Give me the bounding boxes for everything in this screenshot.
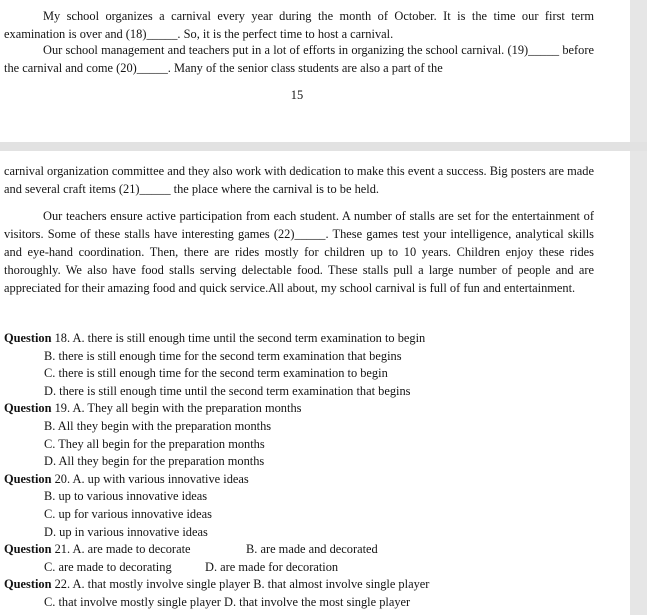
option-c: C. there is still enough time for the second term examination to begin	[44, 366, 388, 381]
page-margin-strip	[630, 151, 647, 615]
question-number: 18.	[51, 331, 73, 345]
page-separator	[0, 142, 647, 151]
option-c: C. are made to decorating	[44, 559, 172, 574]
option-d: D. there is still enough time until the second term examination that begins	[44, 383, 411, 398]
paragraph-intro: My school organizes a carnival every year during the month of October. It is the time our first term examination is over and (18)_____. So, it is the perfect time to host a carnival.	[4, 9, 594, 41]
option-d: D. All they begin for the preparation months	[44, 454, 265, 469]
option-a: A. are made to decorate	[72, 542, 191, 557]
question-22	[4, 576, 429, 594]
question-label: Question	[4, 542, 52, 557]
option-a: A. that mostly involve single player	[72, 577, 251, 592]
question-21	[4, 541, 378, 559]
option-d: D. up in various innovative ideas	[44, 524, 208, 539]
option-c: C. They all begin for the preparation months	[44, 436, 265, 451]
document-page-top	[0, 0, 630, 142]
option-b: B. All they begin with the preparation months	[44, 419, 272, 433]
question-label: Question	[4, 401, 52, 416]
question-20	[4, 471, 249, 489]
option-b: B. up to various innovative ideas	[44, 489, 208, 504]
option-c: C. that involve mostly single player	[44, 595, 221, 609]
question-18	[4, 330, 425, 348]
option-b: B. that almost involve single player	[253, 577, 430, 592]
question-number: 21.	[51, 542, 73, 557]
option-b: B. are made and decorated	[246, 542, 378, 557]
option-d: D. are made for decoration	[205, 559, 339, 574]
question-label: Question	[4, 577, 52, 592]
page-number: 15	[290, 88, 304, 102]
paragraph-committee: carnival organization committee and they also work with dedication to make this event a success. Big posters are made and several craft items (21)_____ the place where the carnival is to be held.	[4, 164, 594, 196]
option-a: A. They all begin with the preparation months	[72, 401, 302, 416]
question-19	[4, 400, 301, 418]
option-a: A. there is still enough time until the second term examination to begin	[72, 331, 426, 345]
option-c: C. up for various innovative ideas	[44, 507, 212, 521]
document-page-bottom	[0, 151, 630, 615]
question-22-row-2	[44, 594, 410, 612]
option-d: D. that involve the most single player	[224, 595, 411, 609]
question-21-row-2	[44, 559, 339, 577]
question-number: 19.	[51, 401, 73, 416]
page-margin-strip	[630, 0, 647, 142]
option-a: A. up with various innovative ideas	[72, 471, 249, 486]
question-label: Question	[4, 471, 52, 486]
option-b: B. there is still enough time for the second term examination that begins	[44, 348, 402, 363]
question-number: 20.	[51, 471, 73, 486]
question-label: Question	[4, 331, 52, 345]
question-number: 22.	[51, 577, 73, 592]
paragraph-stalls: Our teachers ensure active participation from each student. A number of stalls are set for the entertainment of visitors. Some of these stalls have interesting games (22)_____. These games test your intelligence, analytical skills and eye-hand coordination. Then, there are rides mostly for children up to 10 years. Children enjoy these rides thoroughly. We also have food stalls serving delectable food. These stalls pull a large number of people and are appreciated for their amazing food and quick service.All about, my school carnival is full of fun and entertainment.	[4, 209, 594, 295]
paragraph-management: Our school management and teachers put in a lot of efforts in organizing the school carnival. (19)_____ before the carnival and come (20)_____. Many of the senior class students are also a part of the	[4, 43, 594, 75]
